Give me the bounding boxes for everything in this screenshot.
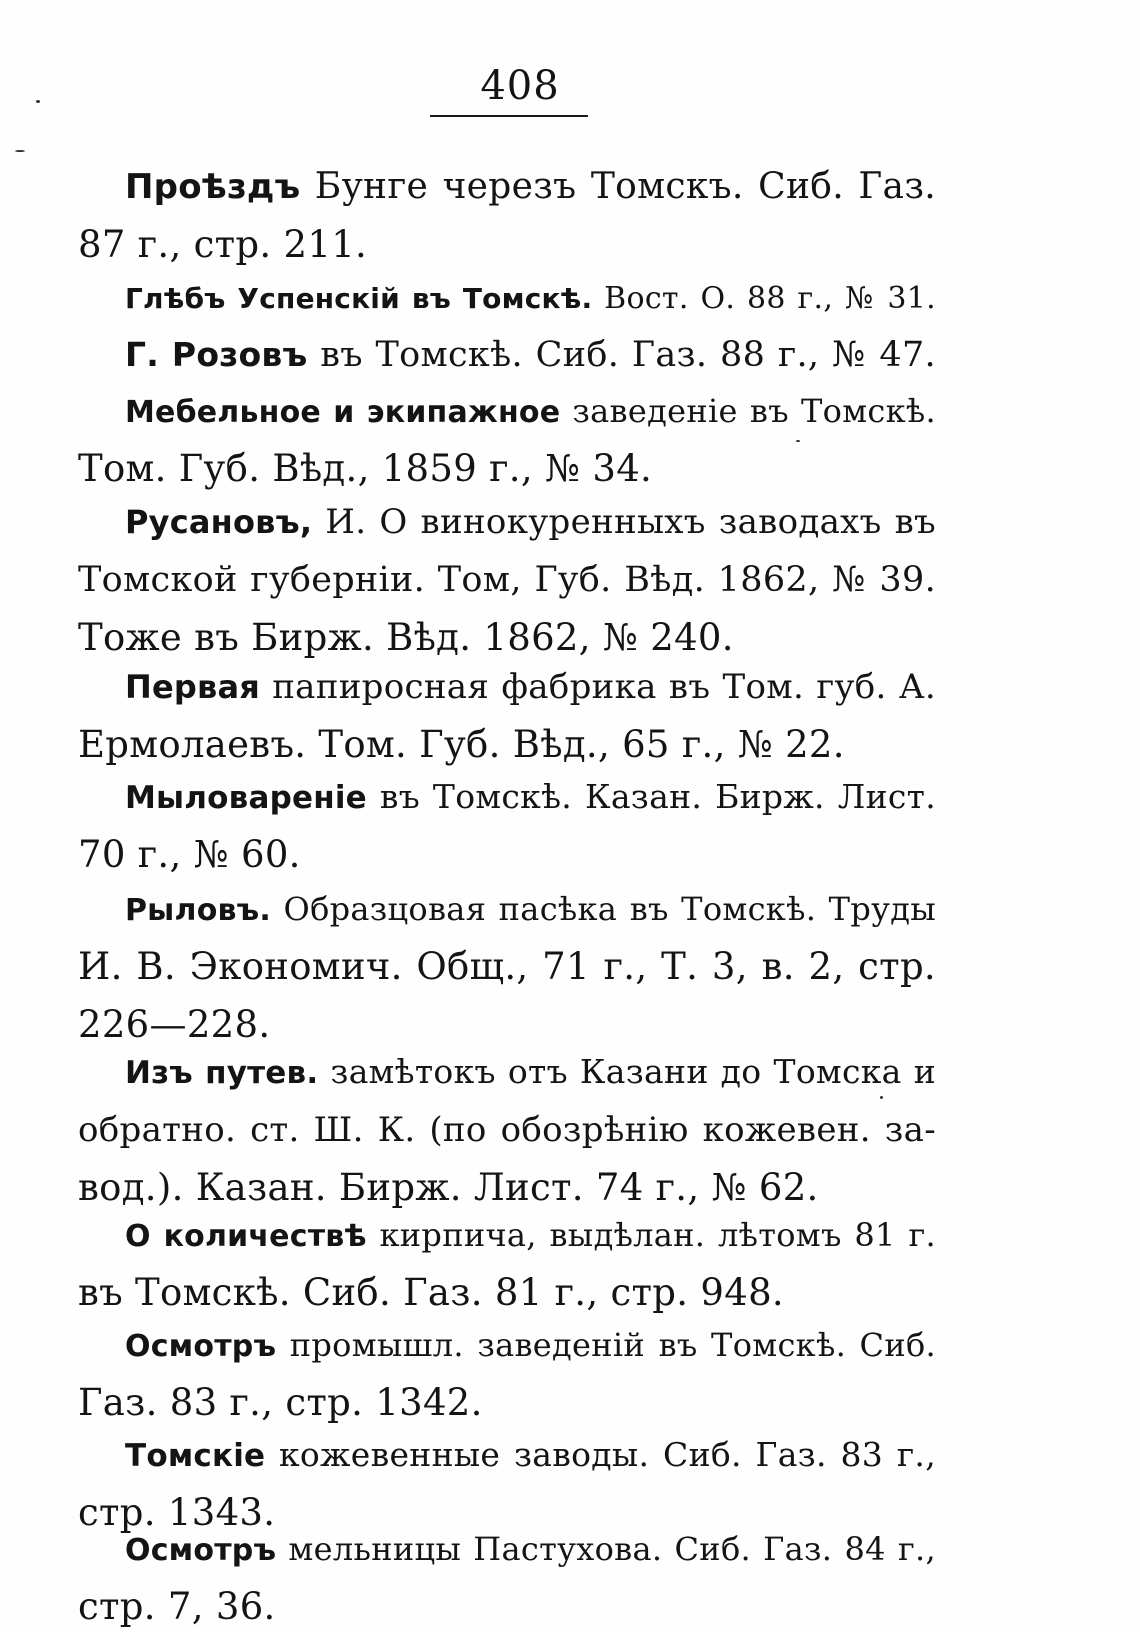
- entry-line: Ермолаевъ. Том. Губ. Вѣд., 65 г., № 22.: [78, 723, 845, 766]
- entry-first-line: [78, 768, 936, 826]
- list-item: [78, 382, 936, 498]
- entry-heading: Глѣбъ Успенскій въ Томскѣ.: [125, 282, 593, 315]
- entry-line: Газ. 83 г., стр. 1342.: [78, 1381, 483, 1424]
- entry-first-line: [78, 658, 936, 716]
- entry-heading: Осмотръ: [125, 1329, 277, 1364]
- entry-text: И. О винокуренныхъ заводахъ въ: [312, 502, 936, 542]
- entry-first-line: [78, 326, 936, 384]
- entry-heading: Рыловъ.: [125, 893, 272, 928]
- entry-heading: Проѣздъ: [125, 167, 301, 207]
- entry-line: Тоже въ Бирж. Вѣд. 1862, № 240.: [78, 616, 734, 659]
- entry-text: кожевенные заводы. Сиб. Газ. 83 г.,: [265, 1435, 936, 1474]
- entry-first-line: [78, 1426, 936, 1484]
- entry-line: Том. Губ. Вѣд., 1859 г., № 34.: [78, 447, 653, 490]
- page-number-rule: [430, 115, 588, 117]
- list-item: [78, 326, 936, 384]
- entry-text: замѣтокъ отъ Казани до Томска и: [318, 1052, 937, 1091]
- list-item: [78, 270, 936, 328]
- scan-speck: [15, 150, 25, 152]
- list-item: [78, 1043, 936, 1217]
- entry-heading: Осмотръ: [125, 1533, 277, 1568]
- entry-text: въ Томскѣ. Казан. Бирж. Лист.: [366, 777, 936, 816]
- entry-text: кирпича, выдѣлан. лѣтомъ 81 г.: [366, 1216, 936, 1254]
- entry-text: промышл. заведеній въ Томскѣ. Сиб.: [276, 1326, 936, 1364]
- entry-heading: О количествѣ: [125, 1219, 367, 1254]
- entry-first-line: [78, 1043, 936, 1101]
- entry-line: 70 г., № 60.: [78, 833, 301, 876]
- entry-line: И. В. Экономич. Общ., 71 г., Т. 3, в. 2, стр.: [78, 945, 936, 988]
- entry-heading: Мыловареніе: [125, 780, 367, 816]
- entry-first-line: [78, 270, 936, 328]
- entry-text: папиросная фабрика въ Том. губ. А.: [259, 667, 936, 707]
- entry-heading: Г. Розовъ: [125, 335, 308, 374]
- page-number: 408: [480, 63, 560, 109]
- entry-text: Бунге черезъ Томскъ. Сиб. Газ.: [300, 166, 936, 207]
- list-item: [78, 768, 936, 884]
- list-item: [78, 1316, 936, 1432]
- list-item: [78, 1206, 936, 1322]
- entry-first-line: [78, 158, 936, 216]
- list-item: [78, 658, 936, 774]
- scan-speck: [796, 440, 800, 442]
- entry-first-line: [78, 382, 936, 440]
- entry-text: въ Томскѣ. Сиб. Газ. 88 г., № 47.: [307, 335, 936, 375]
- list-item: [78, 158, 936, 274]
- entry-line: Томской губерніи. Том, Губ. Вѣд. 1862, № 39.: [78, 560, 936, 600]
- entry-first-line: [78, 1316, 936, 1374]
- entry-text: мельницы Пастухова. Сиб. Газ. 84 г.,: [276, 1530, 936, 1568]
- entry-line: въ Томскѣ. Сиб. Газ. 81 г., стр. 948.: [78, 1271, 784, 1314]
- list-item: [78, 493, 936, 667]
- list-item: [78, 1520, 936, 1636]
- entry-first-line: [78, 493, 936, 551]
- entry-line: стр. 1343.: [78, 1491, 276, 1534]
- entry-text: Образцовая пасѣка въ Томскѣ. Труды: [271, 890, 936, 928]
- entry-heading: Томскіе: [125, 1438, 266, 1474]
- scan-speck: [880, 1096, 883, 1099]
- entry-first-line: [78, 1206, 936, 1264]
- entry-first-line: [78, 880, 936, 938]
- entry-first-line: [78, 1520, 936, 1578]
- entry-line: 87 г., стр. 211.: [78, 223, 368, 266]
- entry-line: вод.). Казан. Бирж. Лист. 74 г., № 62.: [78, 1166, 819, 1209]
- scan-speck: [36, 100, 40, 103]
- entry-line: 226—228.: [78, 1003, 271, 1046]
- entry-text: заведеніе въ Томскѣ.: [560, 392, 936, 430]
- entry-text: Вост. О. 88 г., № 31.: [592, 281, 937, 316]
- list-item: [78, 880, 936, 1054]
- entry-heading: Изъ путев.: [125, 1055, 319, 1091]
- entry-heading: Первая: [125, 668, 260, 706]
- entry-heading: Русановъ,: [125, 503, 313, 541]
- entry-line: стр. 7, 36.: [78, 1585, 276, 1628]
- entry-heading: Мебельное и экипажное: [125, 395, 561, 430]
- entry-line: обратно. ст. Ш. К. (по обозрѣнію кожевен. за-: [78, 1110, 936, 1150]
